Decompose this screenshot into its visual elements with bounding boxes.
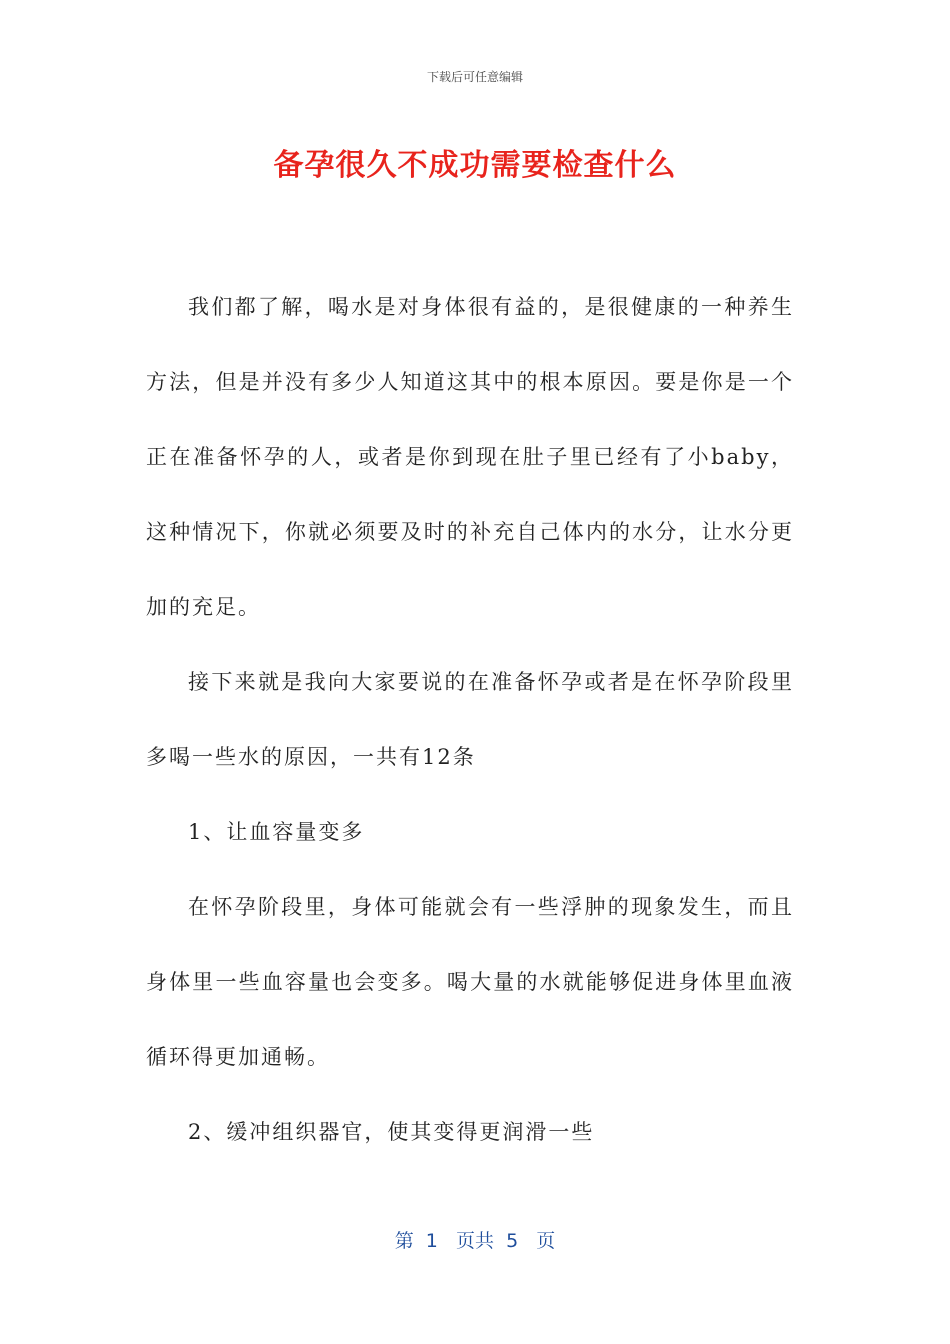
paragraph-reasons-intro: 接下来就是我向大家要说的在准备怀孕或者是在怀孕阶段里多喝一些水的原因，一共有12条 bbox=[146, 670, 794, 769]
list-item-heading-1: 1、让血容量变多 bbox=[188, 820, 365, 844]
paragraph-item-1: 在怀孕阶段里，身体可能就会有一些浮肿的现象发生，而且身体里一些血容量也会变多。喝大量的水就能够促进身体里血液循环得更加通畅。 bbox=[146, 895, 794, 1069]
document-body bbox=[146, 270, 794, 1170]
paragraph-intro: 我们都了解，喝水是对身体很有益的，是很健康的一种养生方法，但是并没有多少人知道这其中的根本原因。要是你是一个正在准备怀孕的人，或者是你到现在肚子里已经有了小baby，这种情况下，你就必须要及时的补充自己体内的水分，让水分更加的充足。 bbox=[146, 295, 794, 619]
header-note: 下载后可任意编辑 bbox=[426, 70, 523, 84]
list-item-heading-2: 2、缓冲组织器官，使其变得更润滑一些 bbox=[188, 1120, 595, 1144]
page-number-footer: 第 1 页共 5 页 bbox=[394, 1230, 556, 1252]
document-title: 备孕很久不成功需要检查什么 bbox=[273, 148, 677, 183]
